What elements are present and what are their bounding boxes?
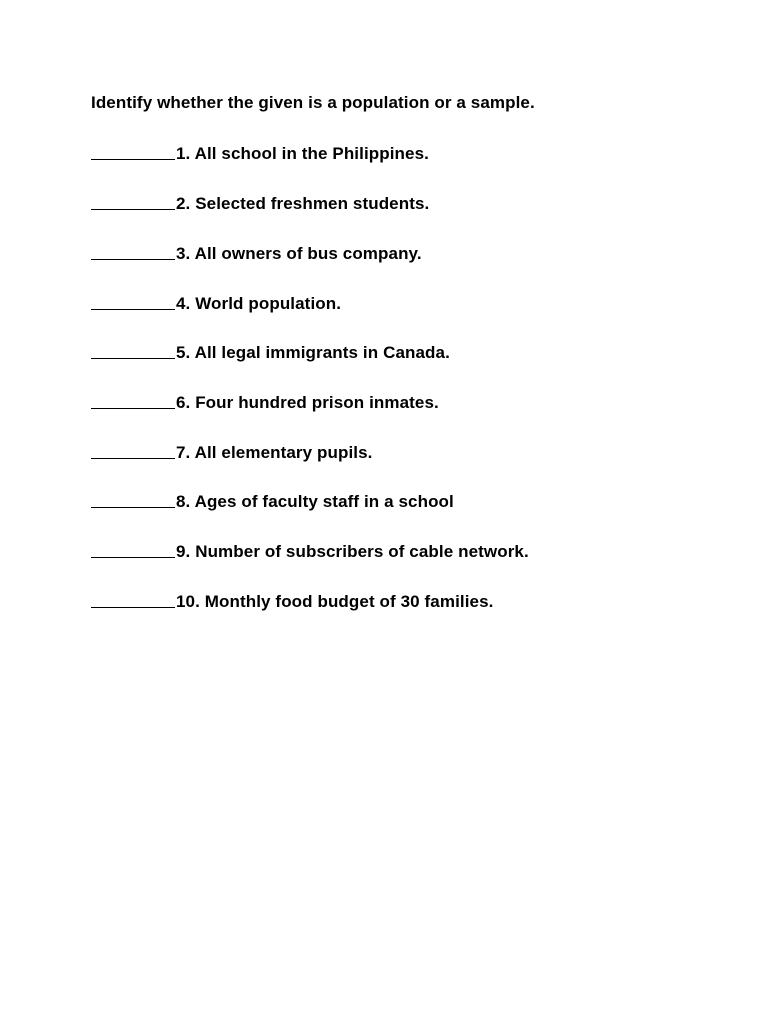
question-text-4: 4. World population. [176,294,342,313]
question-text-1: 1. All school in the Philippines. [176,144,429,163]
question-text-2: 2. Selected freshmen students. [176,194,430,213]
answer-blank-9[interactable] [91,542,175,558]
question-item-9 [91,541,529,563]
question-item-10 [91,591,493,613]
question-item-4 [91,293,341,315]
answer-blank-4[interactable] [91,294,175,310]
answer-blank-6[interactable] [91,393,175,409]
question-item-3 [91,243,422,265]
answer-blank-3[interactable] [91,244,175,260]
answer-blank-7[interactable] [91,443,175,459]
question-item-8 [91,491,454,513]
question-item-1 [91,143,429,165]
question-text-7: 7. All elementary pupils. [176,443,373,462]
answer-blank-2[interactable] [91,194,175,210]
answer-blank-8[interactable] [91,492,175,508]
question-text-6: 6. Four hundred prison inmates. [176,393,439,412]
question-item-7 [91,442,373,464]
question-text-5: 5. All legal immigrants in Canada. [176,343,450,362]
question-item-5 [91,342,450,364]
question-item-2 [91,193,429,215]
question-text-10: 10. Monthly food budget of 30 families. [176,592,494,611]
question-text-8: 8. Ages of faculty staff in a school [176,492,454,511]
question-item-6 [91,392,439,414]
answer-blank-5[interactable] [91,343,175,359]
question-text-9: 9. Number of subscribers of cable network. [176,542,529,561]
question-text-3: 3. All owners of bus company. [176,244,422,263]
answer-blank-1[interactable] [91,144,175,160]
instructions-heading: Identify whether the given is a population or a sample. [91,93,535,112]
answer-blank-10[interactable] [91,592,175,608]
